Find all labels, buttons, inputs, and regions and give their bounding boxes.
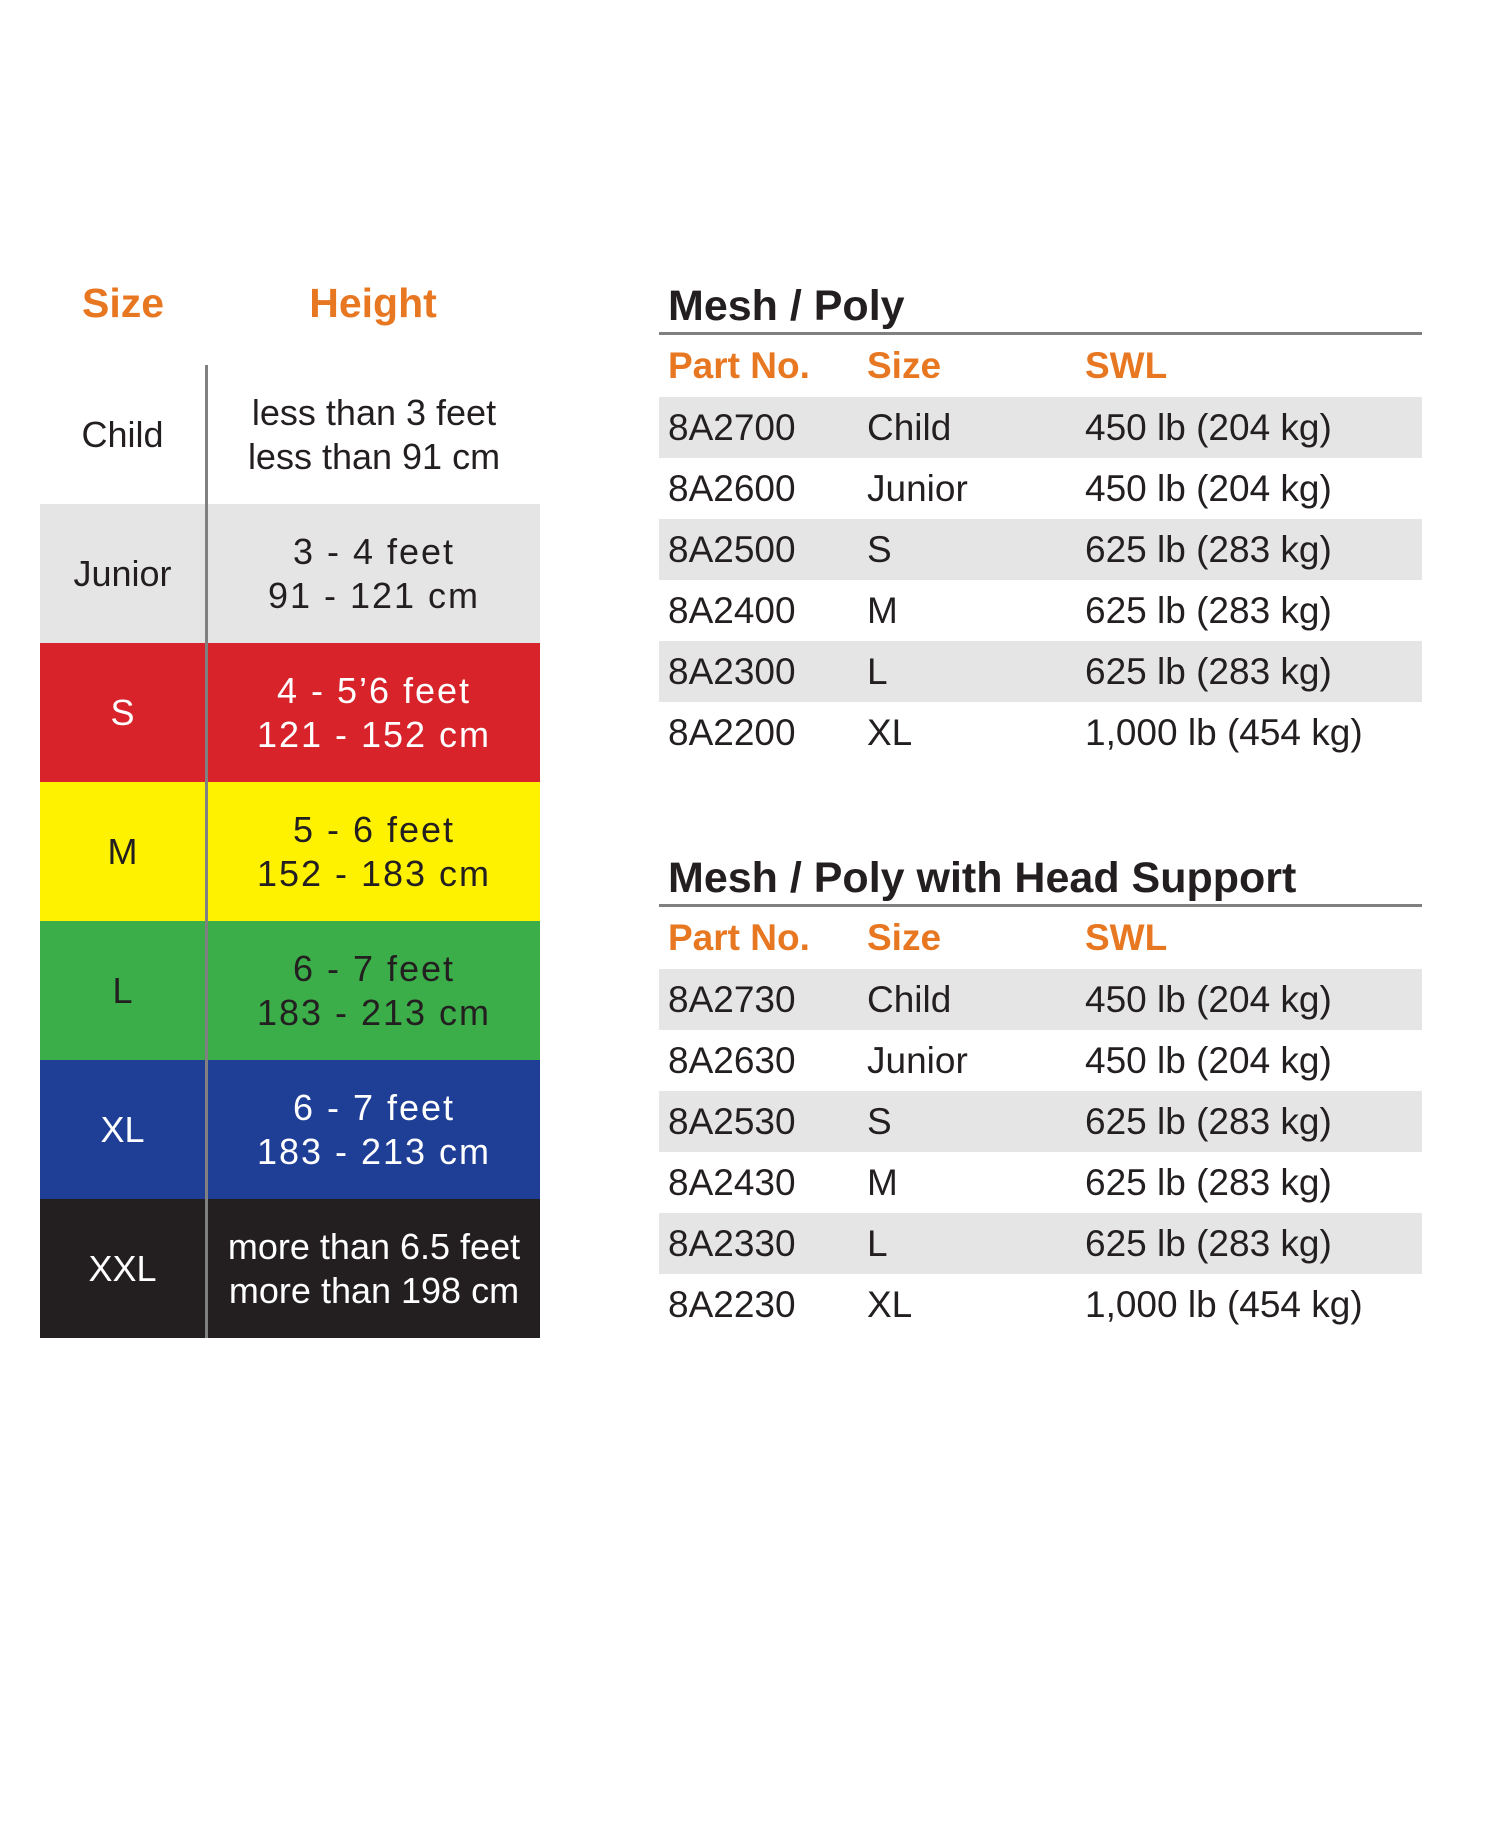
swl-cell: 625 lb (283 kg) — [1085, 650, 1332, 692]
height-feet: 6 - 7 feet — [292, 1086, 456, 1128]
table-title: Mesh / Poly with Head Support — [659, 852, 1422, 907]
size-cell: M — [867, 589, 898, 631]
swl-cell: 625 lb (283 kg) — [1085, 589, 1332, 631]
size-cell: XL — [867, 711, 913, 753]
size-cell: Child — [81, 413, 164, 455]
size-row — [40, 1060, 540, 1199]
part-no-cell: 8A2730 — [668, 978, 796, 1020]
size-column-header: Size — [81, 280, 165, 326]
table-header — [659, 335, 1422, 397]
size-header: Size — [867, 917, 942, 958]
height-cell — [208, 643, 540, 782]
size-cell: XL — [867, 1283, 913, 1325]
table-row — [659, 969, 1422, 1030]
size-cell: M — [107, 830, 138, 872]
part-no-cell: 8A2400 — [668, 589, 796, 631]
size-cell: XL — [100, 1108, 145, 1150]
height-cm: more than 198 cm — [228, 1269, 520, 1311]
height-feet: 6 - 7 feet — [292, 947, 456, 989]
size-cell: Junior — [73, 552, 172, 594]
height-cell — [208, 365, 540, 504]
swl-cell: 1,000 lb (454 kg) — [1085, 711, 1363, 753]
size-cell: S — [110, 691, 135, 733]
part-no-cell: 8A2530 — [668, 1100, 796, 1142]
part-no-header: Part No. — [668, 345, 810, 386]
part-no-cell: 8A2600 — [668, 467, 796, 509]
table-row — [659, 397, 1422, 458]
height-feet: more than 6.5 feet — [227, 1225, 521, 1267]
part-no-cell: 8A2500 — [668, 528, 796, 570]
table-row — [659, 458, 1422, 519]
swl-cell: 625 lb (283 kg) — [1085, 528, 1332, 570]
swl-cell: 450 lb (204 kg) — [1085, 1039, 1332, 1081]
size-row — [40, 643, 540, 782]
size-cell: L — [112, 969, 133, 1011]
size-cell: S — [867, 528, 892, 570]
swl-cell: 625 lb (283 kg) — [1085, 1100, 1332, 1142]
height-feet: less than 3 feet — [251, 391, 497, 433]
table-row — [659, 1152, 1422, 1213]
swl-cell: 625 lb (283 kg) — [1085, 1161, 1332, 1203]
height-column-header: Height — [309, 280, 437, 326]
table-header — [659, 907, 1422, 969]
height-cell — [208, 504, 540, 643]
size-cell: M — [867, 1161, 898, 1203]
part-no-header: Part No. — [668, 917, 810, 958]
swl-cell: 450 lb (204 kg) — [1085, 406, 1332, 448]
size-header: Size — [867, 345, 942, 386]
size-cell: S — [867, 1100, 892, 1142]
part-no-cell: 8A2630 — [668, 1039, 796, 1081]
height-cell — [208, 782, 540, 921]
size-row — [40, 504, 540, 643]
table-row — [659, 1030, 1422, 1091]
table-body — [659, 397, 1422, 763]
height-cm: 183 - 213 cm — [256, 991, 492, 1033]
part-no-cell: 8A2230 — [668, 1283, 796, 1325]
table-row — [659, 580, 1422, 641]
size-cell: Junior — [867, 467, 968, 509]
size-row — [40, 921, 540, 1060]
table-row — [659, 519, 1422, 580]
size-chart-header — [40, 280, 540, 365]
table-row — [659, 1213, 1422, 1274]
size-cell: Junior — [867, 1039, 968, 1081]
height-cm: 91 - 121 cm — [267, 574, 481, 616]
table-row — [659, 1091, 1422, 1152]
swl-header: SWL — [1085, 917, 1168, 958]
part-no-cell: 8A2430 — [668, 1161, 796, 1203]
size-row — [40, 782, 540, 921]
size-row — [40, 365, 540, 504]
part-no-cell: 8A2200 — [668, 711, 796, 753]
size-cell: Child — [867, 978, 952, 1020]
size-cell: Child — [867, 406, 952, 448]
height-cm: less than 91 cm — [247, 435, 501, 477]
table-row — [659, 702, 1422, 763]
swl-cell: 1,000 lb (454 kg) — [1085, 1283, 1363, 1325]
swl-header: SWL — [1085, 345, 1168, 386]
height-cell — [208, 1060, 540, 1199]
size-cell: L — [867, 1222, 888, 1264]
height-feet: 5 - 6 feet — [292, 808, 456, 850]
part-no-cell: 8A2700 — [668, 406, 796, 448]
height-feet: 3 - 4 feet — [292, 530, 456, 572]
swl-cell: 625 lb (283 kg) — [1085, 1222, 1332, 1264]
table-body — [659, 969, 1422, 1335]
size-cell: XXL — [88, 1247, 157, 1289]
size-chart-rows — [40, 365, 540, 1338]
mesh-poly-head-support-table — [659, 852, 1422, 1335]
table-row — [659, 1274, 1422, 1335]
table-title: Mesh / Poly — [659, 280, 1422, 335]
swl-cell: 450 lb (204 kg) — [1085, 978, 1332, 1020]
size-row — [40, 1199, 540, 1338]
part-no-cell: 8A2330 — [668, 1222, 796, 1264]
height-feet: 4 - 5’6 feet — [276, 669, 472, 711]
table-row — [659, 641, 1422, 702]
part-no-cell: 8A2300 — [668, 650, 796, 692]
height-cm: 152 - 183 cm — [256, 852, 492, 894]
mesh-poly-table — [659, 280, 1422, 763]
height-cell — [208, 921, 540, 1060]
size-cell: L — [867, 650, 888, 692]
swl-cell: 450 lb (204 kg) — [1085, 467, 1332, 509]
height-cell — [208, 1199, 540, 1338]
height-cm: 121 - 152 cm — [256, 713, 492, 755]
height-cm: 183 - 213 cm — [256, 1130, 492, 1172]
size-height-chart — [40, 280, 540, 1338]
